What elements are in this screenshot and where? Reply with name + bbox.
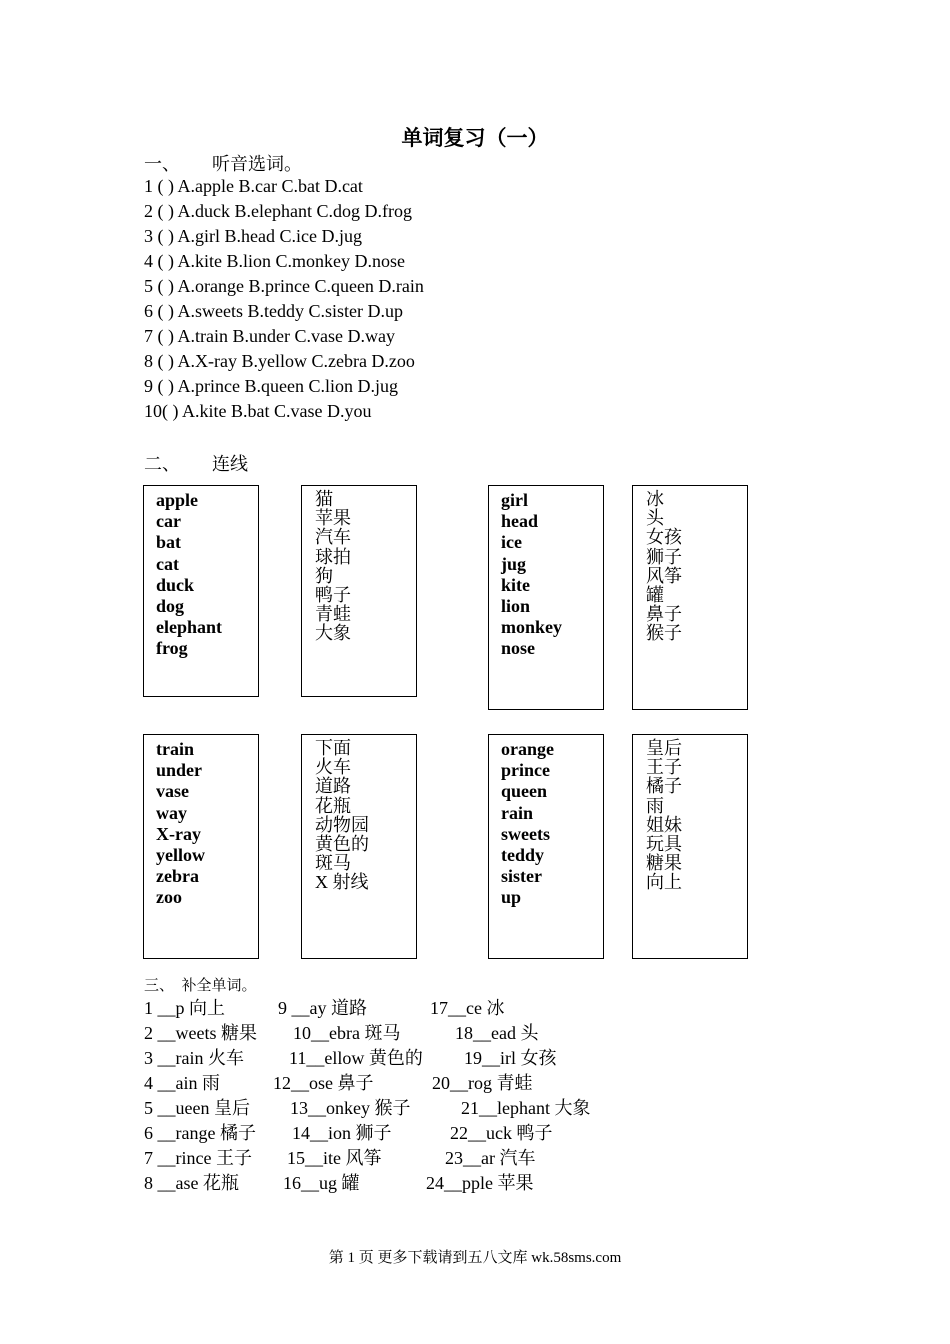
section3-heading	[144, 974, 257, 995]
fill-item: 16__ug 罐	[283, 1173, 360, 1193]
english-word-box	[143, 734, 259, 959]
english-word: dog	[156, 596, 185, 617]
question-item: 10( ) A.kite B.bat C.vase D.you	[144, 401, 372, 421]
chinese-word: 猫	[315, 489, 333, 509]
english-word: sweets	[501, 823, 550, 844]
english-word: bat	[156, 532, 182, 553]
fill-item: 12__ose 鼻子	[273, 1073, 374, 1093]
fill-item: 23__ar 汽车	[445, 1148, 536, 1168]
english-word: head	[501, 511, 539, 532]
english-word: jug	[501, 553, 527, 574]
chinese-word: 黄色的	[315, 834, 369, 855]
chinese-word: 苹果	[315, 508, 351, 529]
english-word: prince	[501, 760, 550, 781]
fill-item: 11__ellow 黄色的	[289, 1048, 423, 1068]
chinese-word: 鸭子	[315, 585, 351, 606]
chinese-word: 风筝	[646, 565, 682, 586]
section2-title: 连线	[212, 454, 248, 474]
fill-item: 8 __ase 花瓶	[144, 1173, 239, 1193]
english-word: way	[156, 802, 187, 823]
chinese-word: 道路	[315, 776, 351, 797]
section3-title: 补全单词。	[181, 978, 257, 994]
fill-item: 19__irl 女孩	[464, 1048, 557, 1068]
section1-title: 听音选词。	[212, 154, 302, 174]
english-word: vase	[156, 781, 189, 802]
chinese-word: 球拍	[315, 546, 351, 567]
chinese-word: 冰	[646, 489, 664, 509]
english-word: up	[501, 887, 522, 908]
fill-item: 18__ead 头	[455, 1023, 539, 1043]
fill-item: 3 __rain 火车	[144, 1048, 244, 1068]
english-word: kite	[501, 574, 530, 595]
section1-number: 一、	[144, 154, 180, 174]
chinese-word: 花瓶	[315, 795, 351, 816]
fill-item: 14__ion 狮子	[292, 1123, 392, 1143]
fill-item: 4 __ain 雨	[144, 1073, 220, 1093]
chinese-word: 糖果	[646, 853, 682, 874]
chinese-word: 雨	[646, 795, 664, 816]
fill-item: 13__onkey 猴子	[290, 1098, 411, 1118]
english-word: apple	[156, 490, 199, 510]
fill-item: 2 __weets 糖果	[144, 1023, 257, 1043]
english-word: orange	[501, 739, 554, 759]
fill-item: 17__ce 冰	[430, 998, 505, 1018]
english-word-box	[143, 485, 259, 697]
english-word: monkey	[501, 617, 563, 638]
fill-item: 22__uck 鸭子	[450, 1123, 553, 1143]
english-word: X-ray	[156, 823, 201, 844]
fill-item: 7 __rince 王子	[144, 1148, 252, 1168]
fill-item: 24__pple 苹果	[426, 1173, 534, 1193]
chinese-word: 青蛙	[315, 604, 351, 625]
chinese-word: 橘子	[646, 776, 682, 797]
question-item: 3 ( ) A.girl B.head C.ice D.jug	[144, 226, 362, 246]
chinese-word-box	[632, 485, 748, 710]
chinese-word: 玩具	[646, 834, 682, 855]
page-title: 单词复习（一）	[401, 126, 549, 150]
english-word-box	[488, 485, 604, 710]
english-word: lion	[501, 596, 531, 617]
chinese-word-box	[301, 485, 417, 697]
fill-item: 1 __p 向上	[144, 998, 225, 1018]
chinese-word: 王子	[646, 757, 682, 778]
section2-number: 二、	[144, 454, 180, 474]
fill-item: 15__ite 风筝	[287, 1148, 382, 1168]
english-word: sister	[501, 866, 542, 887]
chinese-word: 头	[646, 508, 664, 529]
question-item: 7 ( ) A.train B.under C.vase D.way	[144, 326, 395, 346]
english-word: teddy	[501, 845, 545, 866]
section1-heading	[144, 150, 302, 176]
fill-item: 6 __range 橘子	[144, 1123, 256, 1143]
english-word: car	[156, 511, 181, 532]
chinese-word: 狗	[315, 565, 333, 586]
chinese-word: 向上	[646, 872, 682, 893]
english-word: rain	[501, 802, 534, 823]
question-item: 1 ( ) A.apple B.car C.bat D.cat	[144, 176, 363, 196]
chinese-word-box	[301, 734, 417, 959]
fill-item: 21__lephant 大象	[461, 1098, 591, 1118]
english-word: yellow	[156, 845, 205, 866]
section2-heading	[144, 450, 248, 476]
fill-item: 5 __ueen 皇后	[144, 1098, 250, 1118]
chinese-word: 火车	[315, 757, 351, 778]
fill-item: 20__rog 青蛙	[432, 1073, 533, 1093]
english-word: duck	[156, 574, 195, 595]
chinese-word: 女孩	[646, 527, 682, 548]
chinese-word: 姐妹	[646, 814, 682, 835]
chinese-word: X 射线	[315, 872, 369, 893]
english-word: nose	[501, 638, 536, 659]
chinese-word-box	[632, 734, 748, 959]
english-word: ice	[501, 532, 522, 553]
question-item: 6 ( ) A.sweets B.teddy C.sister D.up	[144, 301, 403, 321]
english-word-box	[488, 734, 604, 959]
english-word: queen	[501, 781, 548, 802]
listening-question-list	[144, 174, 424, 424]
english-word: frog	[156, 638, 188, 659]
question-item: 8 ( ) A.X-ray B.yellow C.zebra D.zoo	[144, 351, 415, 371]
english-word: under	[156, 760, 203, 781]
question-item: 4 ( ) A.kite B.lion C.monkey D.nose	[144, 251, 405, 271]
chinese-word: 大象	[315, 623, 351, 644]
fill-item: 9 __ay 道路	[278, 998, 367, 1018]
english-word: zoo	[156, 887, 182, 908]
chinese-word: 鼻子	[646, 604, 682, 625]
english-word: cat	[156, 553, 179, 574]
chinese-word: 汽车	[315, 527, 351, 548]
chinese-word: 皇后	[646, 738, 682, 758]
question-item: 2 ( ) A.duck B.elephant C.dog D.frog	[144, 201, 412, 221]
chinese-word: 斑马	[315, 853, 351, 874]
section3-number: 三、	[144, 978, 175, 994]
chinese-word: 下面	[315, 738, 351, 758]
chinese-word: 狮子	[646, 546, 682, 567]
question-item: 5 ( ) A.orange B.prince C.queen D.rain	[144, 276, 424, 296]
english-word: elephant	[156, 617, 223, 638]
english-word: zebra	[156, 866, 199, 887]
chinese-word: 罐	[646, 585, 664, 606]
english-word: train	[156, 739, 194, 759]
chinese-word: 猴子	[646, 623, 682, 644]
english-word: girl	[501, 490, 528, 510]
page-footer: 第 1 页 更多下载请到五八文库 wk.58sms.com	[328, 1250, 622, 1266]
chinese-word: 动物园	[315, 814, 369, 835]
question-item: 9 ( ) A.prince B.queen C.lion D.jug	[144, 376, 398, 396]
fill-item: 10__ebra 斑马	[293, 1023, 401, 1043]
